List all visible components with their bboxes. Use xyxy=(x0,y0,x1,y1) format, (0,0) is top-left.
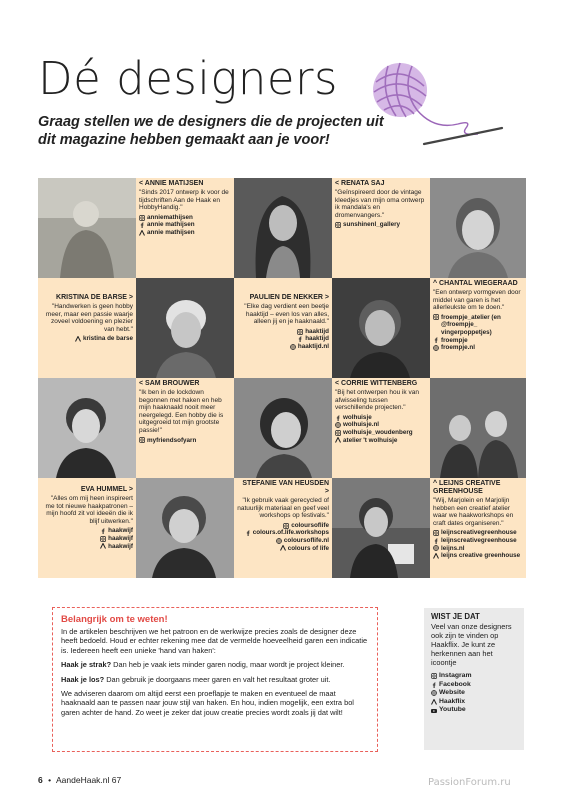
social-handle: myfriendsofyarn xyxy=(139,437,231,445)
designer-name: ^ LEIJNS CREATIVE GREENHOUSE xyxy=(433,480,501,495)
designer-card xyxy=(234,478,332,578)
social-handle: annie mathijsen xyxy=(139,221,231,229)
page-title: Dé designers xyxy=(38,52,338,105)
social-handle: coloursoflife.nl xyxy=(237,537,329,545)
designer-photo xyxy=(234,178,332,278)
designer-quote: "Elke dag verdient een beetje haaktijd – even los van alles, alleen jij en je haaknaald." xyxy=(244,303,329,326)
note-paragraph: Haak je los? Dan gebruik je doorgaans meer garen en valt het resultaat groter uit. xyxy=(61,674,331,684)
instagram-icon xyxy=(431,673,437,679)
social-handle: haaktijd.nl xyxy=(237,343,329,351)
designer-name: < ANNIE MATIJSEN xyxy=(139,180,204,187)
haakflix-icon xyxy=(431,699,437,705)
website-icon xyxy=(290,344,296,350)
designer-name: STEFANIE VAN HEUSDEN > xyxy=(242,480,329,495)
designer-card xyxy=(332,378,430,478)
instagram-icon xyxy=(335,222,341,228)
designer-name: < RENATA SAJ xyxy=(335,180,385,187)
magazine-name: AandeHaak.nl 67 xyxy=(56,775,122,785)
legend-item: Instagram xyxy=(431,672,517,681)
designer-name: < CORRIE WITTENBERG xyxy=(335,380,418,387)
designer-card xyxy=(430,278,526,378)
haakflix-icon xyxy=(280,545,286,551)
important-note xyxy=(52,607,378,752)
designer-card xyxy=(136,178,234,278)
instagram-icon xyxy=(139,215,145,221)
did-you-know-box xyxy=(424,608,524,750)
note-paragraph: Haak je strak? Dan heb je vaak iets minder garen nodig, maar wordt je project kleiner. xyxy=(61,660,345,670)
social-handle: haakwijf xyxy=(41,543,133,551)
website-icon xyxy=(276,538,282,544)
facebook-icon xyxy=(433,337,439,343)
designer-quote: "Ik gebruik vaak gerecycled of natuurlijk materiaal en geef veel workshops op festivals." xyxy=(237,497,329,520)
designer-grid xyxy=(38,178,526,580)
social-handle: colours of life xyxy=(237,545,329,553)
facebook-icon xyxy=(139,222,145,228)
designer-card xyxy=(38,278,136,378)
watermark: PassionForum.ru xyxy=(428,777,511,788)
designer-quote: "Wij, Marjolein en Marjolijn hebben een creatief atelier waar we haakworkshops en craft dates organiseren." xyxy=(433,497,514,527)
designer-name: ^ CHANTAL WIEGERAAD xyxy=(433,280,518,287)
social-handle: anniemathijsen xyxy=(139,214,231,222)
social-handle: kristina de barse xyxy=(41,335,133,343)
designer-card xyxy=(430,478,526,578)
website-icon xyxy=(431,690,437,696)
designer-card xyxy=(38,478,136,578)
legend-item: Facebook xyxy=(431,681,517,690)
designer-photo xyxy=(38,178,136,278)
instagram-icon xyxy=(433,314,439,320)
social-handle: froempje_atelier (en @froempje_ vingerpoppetjes) xyxy=(433,314,523,337)
designer-quote: "Ik ben in de lockdown begonnen met haken en heb mijn haaknaald nooit meer neergelegd. Een hobby die is uitgegroeid tot mijn grootste passie!" xyxy=(139,389,224,434)
designer-photo xyxy=(234,378,332,478)
social-handle: wolhuisje_woudenberg xyxy=(335,429,427,437)
social-handle: annie mathijsen xyxy=(139,229,231,237)
page-number: 6 xyxy=(38,775,43,785)
designer-name: PAULIEN DE NEKKER > xyxy=(249,294,329,301)
social-handle: froempje xyxy=(433,337,523,345)
designer-card xyxy=(332,178,430,278)
designer-quote: "Alles om mij heen inspireert me tot nieuwe haakpatronen – mijn hoofd zit vol ideeën die ik blijf uitwerken." xyxy=(45,495,133,525)
instagram-icon xyxy=(139,437,145,443)
facebook-icon xyxy=(431,682,437,688)
social-handle: leijnscreativegreenhouse xyxy=(433,529,523,537)
haakflix-icon xyxy=(100,543,106,549)
designer-photo xyxy=(136,278,234,378)
social-handle: haakwijf xyxy=(41,527,133,535)
sidebox-text: Veel van onze designers ook zijn te vinden op Haakflix. Je kunt ze herkennen aan het icoontje xyxy=(431,622,512,667)
designer-photo xyxy=(332,278,430,378)
haakflix-icon xyxy=(139,230,145,236)
website-icon xyxy=(433,545,439,551)
designer-quote: "Handwerken is geen hobby meer, maar een passie waarje zoveel voldoening en plezier van hebt." xyxy=(45,303,133,333)
designer-photo xyxy=(38,378,136,478)
instagram-icon xyxy=(297,329,303,335)
facebook-icon xyxy=(245,530,251,536)
social-handle: colours.of.life.workshops xyxy=(237,529,329,537)
social-handle: leijnscreativegreenhouse xyxy=(433,537,523,545)
designer-name: EVA HUMMEL > xyxy=(80,486,133,493)
social-handle: leijns creative greenhouse xyxy=(433,552,523,560)
facebook-icon xyxy=(335,415,341,421)
instagram-icon xyxy=(283,523,289,529)
legend-item: Youtube xyxy=(431,706,517,715)
designer-photo xyxy=(136,478,234,578)
sidebox-heading: WIST JE DAT xyxy=(431,612,480,621)
website-icon xyxy=(335,422,341,428)
yarn-ball-icon xyxy=(362,52,507,147)
instagram-icon xyxy=(433,530,439,536)
social-handle: wolhuisje.nl xyxy=(335,421,427,429)
designer-photo xyxy=(430,378,526,478)
note-paragraph: In de artikelen beschrijven we het patroon en de werkwijze precies zoals de designer deze heeft bedoeld. Houd er echter rekening mee dat de vermelde hoeveelheid garen een indicatie is. Iedereen heeft een unieke 'hand van haken': xyxy=(61,627,368,655)
designer-quote: "Een ontwerp vormgeven door middel van garen is het allerleukste om te doen." xyxy=(433,289,521,312)
facebook-icon xyxy=(297,336,303,342)
designer-photo xyxy=(332,478,430,578)
instagram-icon xyxy=(335,430,341,436)
footer-bullet: • xyxy=(48,775,52,785)
page-footer xyxy=(38,775,121,785)
facebook-icon xyxy=(433,538,439,544)
social-handle: sunshinenl_gallery xyxy=(335,221,427,229)
designer-name: < SAM BROUWER xyxy=(139,380,200,387)
social-handle: wolhuisje xyxy=(335,414,427,422)
social-handle: coloursoflife xyxy=(237,522,329,530)
legend-item: Website xyxy=(431,689,517,698)
designer-quote: "Bij het ontwerpen hou ik van afwisseling tussen verschillende projecten." xyxy=(335,389,419,412)
social-handle: haakwijf xyxy=(41,535,133,543)
note-paragraph: We adviseren daarom om altijd eerst een proeflapje te maken en eventueel de maat haaknaald aan te passen naar jouw stijl van haken. En hou, indien mogelijk, een extra bol garen achter de hand. Zo weet je zeker dat jouw creatie precies wordt zoals jij dat wilt! xyxy=(61,689,354,717)
haakflix-icon xyxy=(75,336,81,342)
designer-name: KRISTINA DE BARSE > xyxy=(56,294,133,301)
social-handle: haaktijd xyxy=(237,328,329,336)
designer-photo xyxy=(430,178,526,278)
social-handle: atelier 't wolhuisje xyxy=(335,437,427,445)
social-handle: leijns.nl xyxy=(433,545,523,553)
designer-card xyxy=(234,278,332,378)
website-icon xyxy=(433,345,439,351)
facebook-icon xyxy=(100,528,106,534)
page-subtitle: Graag stellen we de designers die de projecten uit dit magazine hebben gemaakt aan je voor! xyxy=(38,114,384,148)
haakflix-icon xyxy=(433,553,439,559)
designer-quote: "Geïnspireerd door de vintage kleedjes van mijn oma ontwerp ik mandala's en dromenvangers." xyxy=(335,189,425,219)
designer-card xyxy=(136,378,234,478)
note-heading: Belangrijk om te weten! xyxy=(61,614,168,625)
social-handle: froempje.nl xyxy=(433,344,523,352)
youtube-icon xyxy=(431,708,437,714)
designer-quote: "Sinds 2017 ontwerp ik voor de tijdschriften Aan de Haak en HobbyHandig." xyxy=(139,189,229,212)
legend-item: Haakflix xyxy=(431,698,517,707)
instagram-icon xyxy=(100,536,106,542)
social-handle: haaktijd xyxy=(237,335,329,343)
haakflix-icon xyxy=(335,437,341,443)
